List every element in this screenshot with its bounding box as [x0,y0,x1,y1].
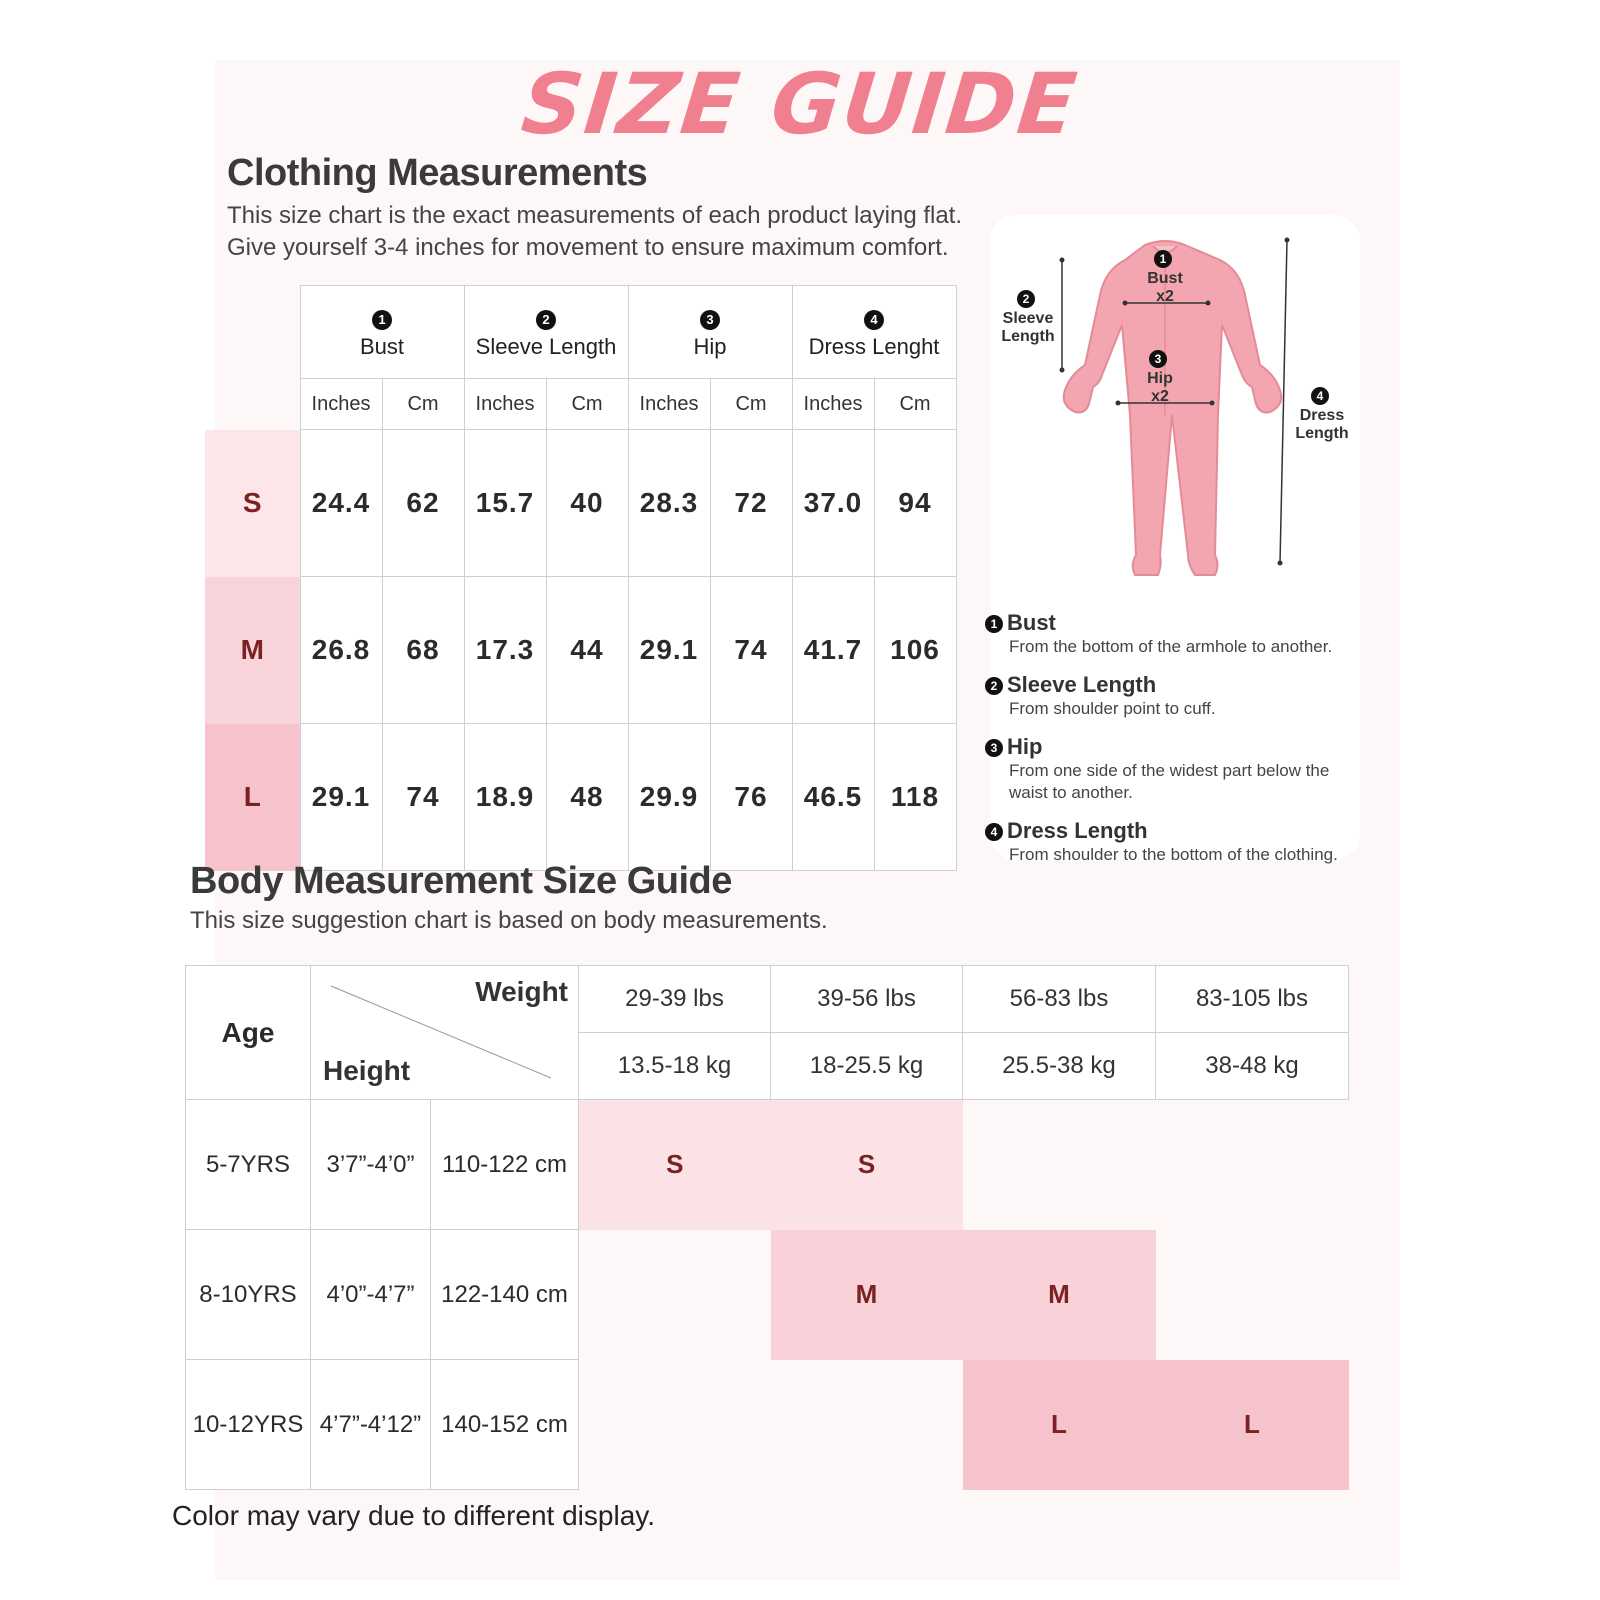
weight-lbs: 39-56 lbs [771,966,963,1033]
col-header-hip [628,286,792,379]
size-cell: M [771,1230,963,1360]
unit-header: Cm [382,379,464,430]
label-text: Bust [1147,270,1183,287]
clothing-heading: Clothing Measurements [227,152,648,194]
number-badge-icon: 4 [1311,387,1329,405]
size-label-m: M [205,577,300,724]
color-disclaimer: Color may vary due to different display. [172,1500,655,1531]
table-row [186,1230,1349,1360]
label-text: Length [1295,425,1349,442]
definition-title: Bust [1007,610,1056,635]
table-cell: 18.9 [464,724,546,871]
diagram-label-bust [1135,250,1195,306]
label-text: Length [1001,328,1055,345]
number-badge-icon: 1 [372,310,392,330]
definition-sleeve [985,672,1365,720]
unit-header: Inches [628,379,710,430]
table-cell: 94 [874,430,956,577]
col-header-label: Hip [693,334,727,359]
size-cell-empty [1156,1230,1349,1360]
unit-header: Cm [710,379,792,430]
table-cell: 29.9 [628,724,710,871]
size-cell-empty [963,1100,1156,1230]
unit-header: Inches [300,379,382,430]
table-cell: 28.3 [628,430,710,577]
col-header-dress [792,286,956,379]
table-row [186,1100,1349,1230]
table-row [186,1360,1349,1490]
number-badge-icon: 4 [864,310,884,330]
table-cell: 29.1 [628,577,710,724]
diagram-label-sleeve [998,290,1058,346]
table-cell: 24.4 [300,430,382,577]
body-heading: Body Measurement Size Guide [190,860,732,902]
weight-lbs: 56-83 lbs [963,966,1156,1033]
age-cell: 8-10YRS [186,1230,311,1360]
label-text: Dress [1299,407,1345,424]
weight-kg: 38-48 kg [1156,1033,1349,1100]
clothing-measurement-table [205,285,957,871]
size-cell: L [1156,1360,1349,1490]
size-label-l: L [205,724,300,871]
size-cell-empty [1156,1100,1349,1230]
table-row [205,577,956,724]
definition-title: Sleeve Length [1007,672,1157,697]
unit-header: Cm [546,379,628,430]
number-badge-icon: 2 [1017,290,1035,308]
col-header-bust [300,286,464,379]
page-title: SIZE GUIDE [517,55,1083,153]
age-cell: 5-7YRS [186,1100,311,1230]
height-cm-cell: 140-152 cm [431,1360,579,1490]
definition-desc: From one side of the widest part below the waist to another. [1009,761,1330,802]
height-cm-cell: 122-140 cm [431,1230,579,1360]
table-cell: 48 [546,724,628,871]
number-badge-icon: 3 [1149,350,1167,368]
definition-title: Hip [1007,734,1043,759]
table-cell: 76 [710,724,792,871]
weight-kg: 13.5-18 kg [579,1033,771,1100]
number-badge-icon: 4 [985,823,1003,841]
table-cell: 26.8 [300,577,382,724]
height-header: Height [323,1055,411,1086]
col-header-label: Bust [359,334,405,359]
table-cell: 74 [710,577,792,724]
number-badge-icon: 1 [1154,250,1172,268]
table-row [205,430,956,577]
measurement-definitions [985,610,1365,880]
number-badge-icon: 2 [536,310,556,330]
label-text: x2 [1151,388,1169,405]
definition-desc: From shoulder to the bottom of the clothing. [1009,845,1338,864]
table-cell: 17.3 [464,577,546,724]
table-cell: 41.7 [792,577,874,724]
table-cell: 74 [382,724,464,871]
number-badge-icon: 3 [985,739,1003,757]
diagram-label-hip [1135,350,1185,406]
table-cell: 46.5 [792,724,874,871]
table-cell: 29.1 [300,724,382,871]
col-header-sleeve [464,286,628,379]
height-ft-cell: 4’7”-4’12” [311,1360,431,1490]
weight-header: Weight [475,976,568,1007]
body-desc: This size suggestion chart is based on body measurements. [190,907,828,934]
unit-header: Cm [874,379,956,430]
size-cell-empty [579,1230,771,1360]
table-cell: 118 [874,724,956,871]
definition-dress [985,818,1365,866]
table-cell: 62 [382,430,464,577]
number-badge-icon: 3 [700,310,720,330]
clothing-desc-2: Give yourself 3-4 inches for movement to ensure maximum comfort. [227,234,949,261]
definition-bust [985,610,1365,658]
label-text: x2 [1156,288,1174,305]
height-ft-cell: 4’0”-4’7” [311,1230,431,1360]
clothing-desc-1: This size chart is the exact measurements of each product laying flat. [227,202,963,229]
definition-desc: From shoulder point to cuff. [1009,699,1216,718]
weight-lbs: 29-39 lbs [579,966,771,1033]
weight-kg: 25.5-38 kg [963,1033,1156,1100]
unit-header: Inches [464,379,546,430]
age-header: Age [186,966,311,1100]
definition-desc: From the bottom of the armhole to another. [1009,637,1333,656]
size-cell-empty [579,1360,771,1490]
size-label-s: S [205,430,300,577]
age-cell: 10-12YRS [186,1360,311,1490]
size-cell: M [963,1230,1156,1360]
table-cell: 15.7 [464,430,546,577]
body-measurement-table [185,965,1349,1490]
size-cell: S [579,1100,771,1230]
weight-kg: 18-25.5 kg [771,1033,963,1100]
definition-title: Dress Length [1007,818,1148,843]
table-cell: 72 [710,430,792,577]
size-cell-empty [771,1360,963,1490]
height-ft-cell: 3’7”-4’0” [311,1100,431,1230]
height-weight-header [311,966,579,1100]
definition-hip [985,734,1365,804]
diagram-label-dress [1290,387,1354,443]
table-cell: 106 [874,577,956,724]
height-cm-cell: 110-122 cm [431,1100,579,1230]
weight-lbs: 83-105 lbs [1156,966,1349,1033]
unit-header: Inches [792,379,874,430]
table-cell: 68 [382,577,464,724]
size-cell: L [963,1360,1156,1490]
table-cell: 37.0 [792,430,874,577]
col-header-label: Sleeve Length [475,334,617,359]
col-header-label: Dress Lenght [808,334,940,359]
table-cell: 44 [546,577,628,724]
number-badge-icon: 1 [985,615,1003,633]
table-cell: 40 [546,430,628,577]
number-badge-icon: 2 [985,677,1003,695]
label-text: Sleeve [1002,310,1054,327]
size-cell: S [771,1100,963,1230]
label-text: Hip [1147,370,1173,387]
table-row [205,724,956,871]
